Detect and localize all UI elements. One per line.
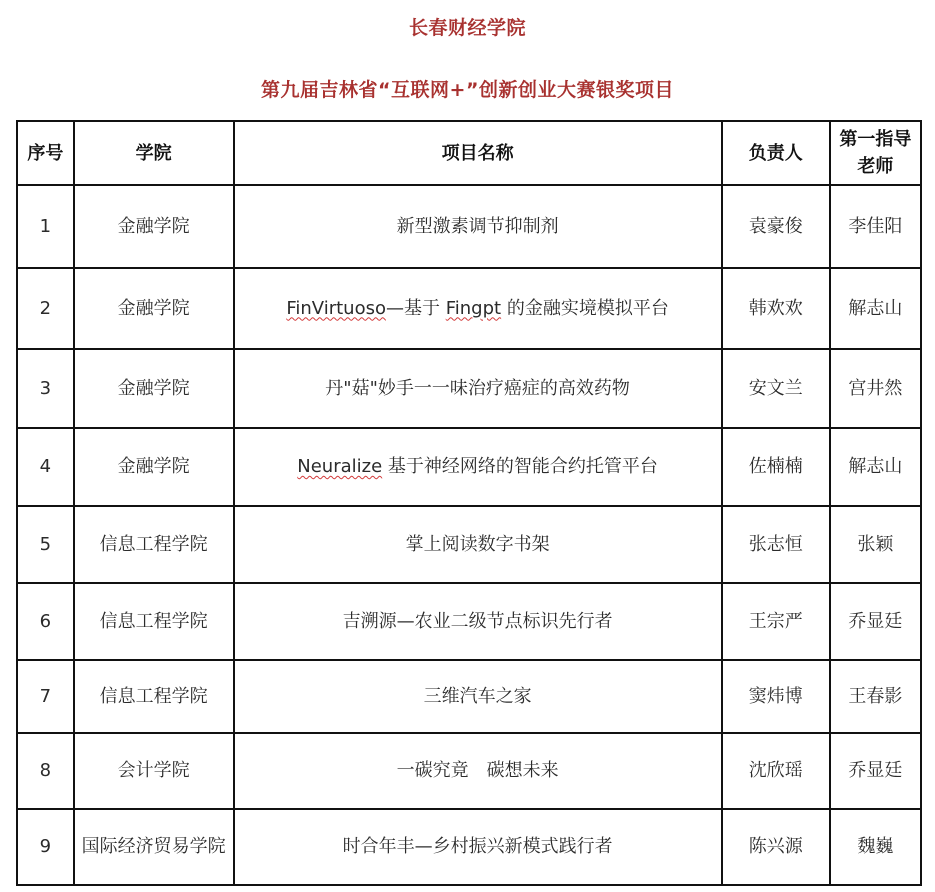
header-lead: 负责人 [722, 121, 830, 185]
cell-lead: 佐楠楠 [722, 428, 830, 506]
cell-lead: 窦炜博 [722, 660, 830, 733]
cell-college: 金融学院 [74, 428, 234, 506]
table-row [17, 506, 921, 583]
cell-seq: 9 [17, 809, 74, 885]
cell-advisor: 解志山 [830, 268, 921, 349]
cell-seq: 8 [17, 733, 74, 809]
header-seq: 序号 [17, 121, 74, 185]
table-row [17, 583, 921, 660]
cell-seq: 4 [17, 428, 74, 506]
cell-advisor: 解志山 [830, 428, 921, 506]
table-row [17, 809, 921, 885]
header-project: 项目名称 [234, 121, 722, 185]
cell-project: 吉溯源—农业二级节点标识先行者 [234, 583, 722, 660]
header-college: 学院 [74, 121, 234, 185]
table-row [17, 428, 921, 506]
project-name-latin: FinVirtuoso [286, 297, 386, 319]
cell-college: 信息工程学院 [74, 506, 234, 583]
cell-advisor: 魏巍 [830, 809, 921, 885]
cell-seq: 5 [17, 506, 74, 583]
cell-lead: 袁豪俊 [722, 185, 830, 268]
cell-seq: 2 [17, 268, 74, 349]
award-projects-table [16, 120, 922, 886]
cell-advisor: 张颖 [830, 506, 921, 583]
cell-seq: 6 [17, 583, 74, 660]
cell-advisor: 宫井然 [830, 349, 921, 428]
cell-project [234, 268, 722, 349]
cell-lead: 王宗严 [722, 583, 830, 660]
cell-project: 新型激素调节抑制剂 [234, 185, 722, 268]
cell-college: 金融学院 [74, 349, 234, 428]
cell-college: 国际经济贸易学院 [74, 809, 234, 885]
cell-project [234, 428, 722, 506]
table-row [17, 349, 921, 428]
cell-project: 一碳究竟 碳想未来 [234, 733, 722, 809]
project-name-latin: Neuralize [297, 456, 383, 477]
cell-lead: 沈欣瑶 [722, 733, 830, 809]
cell-college: 金融学院 [74, 185, 234, 268]
cell-project: 时合年丰—乡村振兴新模式践行者 [234, 809, 722, 885]
school-title: 长春财经学院 [408, 17, 526, 39]
cell-project: 掌上阅读数字书架 [234, 506, 722, 583]
cell-college: 信息工程学院 [74, 660, 234, 733]
header-advisor: 第一指导老师 [830, 121, 921, 185]
cell-lead: 陈兴源 [722, 809, 830, 885]
cell-lead: 韩欢欢 [722, 268, 830, 349]
cell-lead: 安文兰 [722, 349, 830, 428]
project-name-latin: Fingpt [445, 297, 502, 319]
table-row [17, 185, 921, 268]
project-name-part: 的金融实境模拟平台 [501, 297, 669, 319]
cell-project: 丹"菇"妙手一一味治疗癌症的高效药物 [234, 349, 722, 428]
cell-advisor: 乔显廷 [830, 733, 921, 809]
table-row [17, 268, 921, 349]
award-subtitle: 第九届吉林省“互联网+”创新创业大赛银奖项目 [261, 79, 674, 101]
cell-lead: 张志恒 [722, 506, 830, 583]
table-header-row [17, 121, 921, 185]
cell-seq: 7 [17, 660, 74, 733]
cell-advisor: 乔显廷 [830, 583, 921, 660]
cell-college: 会计学院 [74, 733, 234, 809]
cell-seq: 1 [17, 185, 74, 268]
project-name-part: —基于 [385, 297, 446, 319]
cell-college: 金融学院 [74, 268, 234, 349]
cell-advisor: 王春影 [830, 660, 921, 733]
project-name-part: 基于神经网络的智能合约托管平台 [382, 456, 658, 477]
table-row [17, 733, 921, 809]
cell-college: 信息工程学院 [74, 583, 234, 660]
cell-seq: 3 [17, 349, 74, 428]
cell-advisor: 李佳阳 [830, 185, 921, 268]
table-row [17, 660, 921, 733]
cell-project: 三维汽车之家 [234, 660, 722, 733]
